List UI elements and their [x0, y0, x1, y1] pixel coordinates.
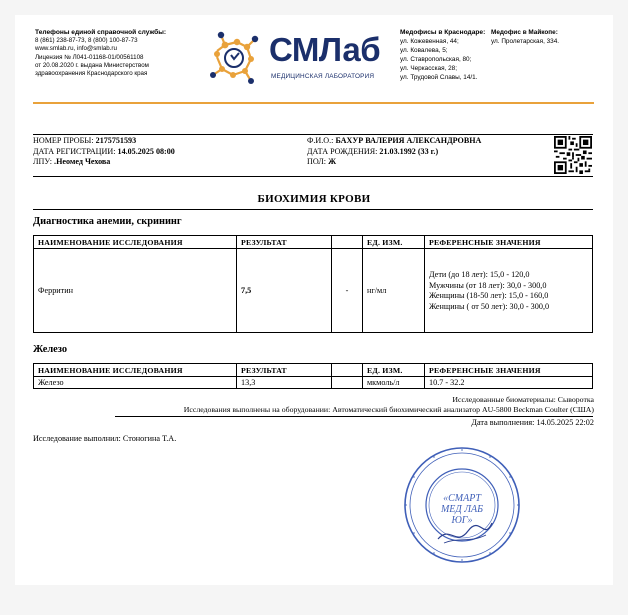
table-header-row: [34, 236, 593, 249]
col-name: НАИМЕНОВАНИЕ ИССЛЕДОВАНИЯ: [34, 364, 237, 377]
ref-line: Мужчины (от 18 лет): 30,0 - 300,0: [429, 280, 547, 290]
divider: [33, 209, 593, 210]
contacts-block: [35, 29, 166, 78]
lab-report-page: [15, 15, 613, 585]
test-reference: [425, 249, 593, 333]
letterhead: [15, 15, 613, 103]
lpu-label: ЛПУ:: [33, 157, 53, 167]
patient-sex: Ж: [328, 157, 337, 167]
test-name: Ферритин: [34, 249, 237, 333]
divider: [115, 416, 593, 417]
license-line-3: здравоохранения Краснодарского края: [35, 70, 148, 78]
equipment-note: Исследования выполнены на оборудовании: Автоматический биохимический анализатор AU-5800 Beckman Coulter (США): [183, 405, 594, 414]
lpu-value: .Неомед Чехова: [54, 157, 111, 167]
stamp-text: «СМАРТ: [443, 493, 481, 504]
sample-info: [33, 136, 175, 168]
table-row: [34, 377, 593, 389]
biomaterial-note: Исследованные биоматериалы: Сыворотка: [452, 395, 594, 404]
completion-date: Дата выполнения: 14.05.2025 22:02: [471, 418, 594, 427]
results-table-iron: [33, 363, 593, 389]
logo-wordmark: СМЛаб: [269, 31, 381, 68]
table-row: [34, 249, 593, 333]
fio-label: Ф.И.О.:: [307, 136, 334, 145]
patient-info: [307, 136, 481, 168]
license-line-2: от 20.08.2020 г. выдана Министерством: [35, 61, 149, 69]
reg-label: ДАТА РЕГИСТРАЦИИ:: [33, 146, 116, 156]
col-unit: ЕД. ИЗМ.: [363, 236, 425, 249]
ref-line: Женщины ( от 50 лет): 30,0 - 300,0: [429, 301, 550, 311]
dob-label: ДАТА РОЖДЕНИЯ:: [307, 146, 378, 156]
web-links[interactable]: www.smlab.ru, info@smlab.ru: [35, 45, 117, 53]
stamp-icon: [398, 443, 526, 567]
results-table-anemia: [33, 235, 593, 333]
test-name: Железо: [34, 377, 237, 389]
col-ref: РЕФЕРЕНСНЫЕ ЗНАЧЕНИЯ: [425, 364, 593, 377]
address-line: ул. Черкасская, 28;: [400, 64, 457, 72]
col-flag: [332, 364, 363, 377]
col-result: РЕЗУЛЬТАТ: [237, 364, 332, 377]
krasnodar-title: Медофисы в Краснодаре:: [400, 29, 486, 36]
performer: Исследование выполнил: Стоногина Т.А.: [33, 434, 177, 443]
table-header-row: [34, 364, 593, 377]
ref-line: Женщины (18-50 лет): 15,0 - 160,0: [429, 291, 549, 300]
phones: 8 (861) 238-87-73, 8 (800) 100-87-73: [35, 37, 138, 45]
address-line: ул. Кожевенная, 44;: [400, 37, 459, 45]
molecule-logo-icon: [203, 25, 267, 89]
test-flag: -: [332, 249, 363, 333]
ref-line: Дети (до 18 лет): 15,0 - 120,0: [429, 270, 530, 279]
divider: [33, 134, 593, 135]
stamp-text: ЮГ»: [451, 515, 473, 526]
sample-number: 2175751593: [95, 136, 137, 145]
address-line: ул. Ставропольская, 80;: [400, 55, 472, 63]
stamp-text: МЕД ЛАБ: [440, 504, 484, 515]
col-ref: РЕФЕРЕНСНЫЕ ЗНАЧЕНИЯ: [425, 236, 593, 249]
maykop-title: Медофис в Майкопе:: [491, 29, 558, 36]
reg-date: 14.05.2025 08:00: [117, 146, 175, 156]
test-flag: [332, 377, 363, 389]
test-unit: мкмоль/л: [363, 377, 425, 389]
contacts-title: Телефоны единой справочной службы:: [35, 29, 167, 36]
col-unit: ЕД. ИЗМ.: [363, 364, 425, 377]
divider: [33, 176, 593, 177]
col-flag: [332, 236, 363, 249]
smlab-logo: [203, 25, 389, 89]
maykop-address: ул. Пролетарская, 334.: [491, 37, 560, 45]
sample-label: НОМЕР ПРОБЫ:: [33, 136, 94, 145]
col-result: РЕЗУЛЬТАТ: [237, 236, 332, 249]
header-divider: [33, 102, 594, 104]
section-title-iron: Железо: [33, 344, 68, 355]
sex-label: ПОЛ:: [307, 157, 327, 167]
patient-dob: 21.03.1992 (33 г.): [379, 146, 439, 156]
maykop-office: [491, 29, 559, 47]
krasnodar-offices: [400, 29, 485, 82]
address-line: ул. Трудовой Славы, 14/1.: [400, 73, 478, 81]
license-line-1: Лицензия № Л041-01168-01/00561108: [35, 53, 144, 61]
patient-name: БАХУР ВАЛЕРИЯ АЛЕКСАНДРОВНА: [335, 136, 482, 145]
address-line: ул. Ковалева, 5;: [400, 46, 448, 54]
col-name: НАИМЕНОВАНИЕ ИССЛЕДОВАНИЯ: [34, 236, 237, 249]
test-result: 13,3: [237, 377, 332, 389]
report-title: БИОХИМИЯ КРОВИ: [257, 193, 371, 205]
test-reference: 10.7 - 32.2: [425, 377, 593, 389]
test-unit: нг/мл: [363, 249, 425, 333]
section-title-anemia: Диагностика анемии, скрининг: [33, 216, 182, 227]
qr-code-icon: [554, 136, 592, 174]
logo-subtitle: МЕДИЦИНСКАЯ ЛАБОРАТОРИЯ: [271, 73, 375, 80]
test-result: 7,5: [237, 249, 332, 333]
